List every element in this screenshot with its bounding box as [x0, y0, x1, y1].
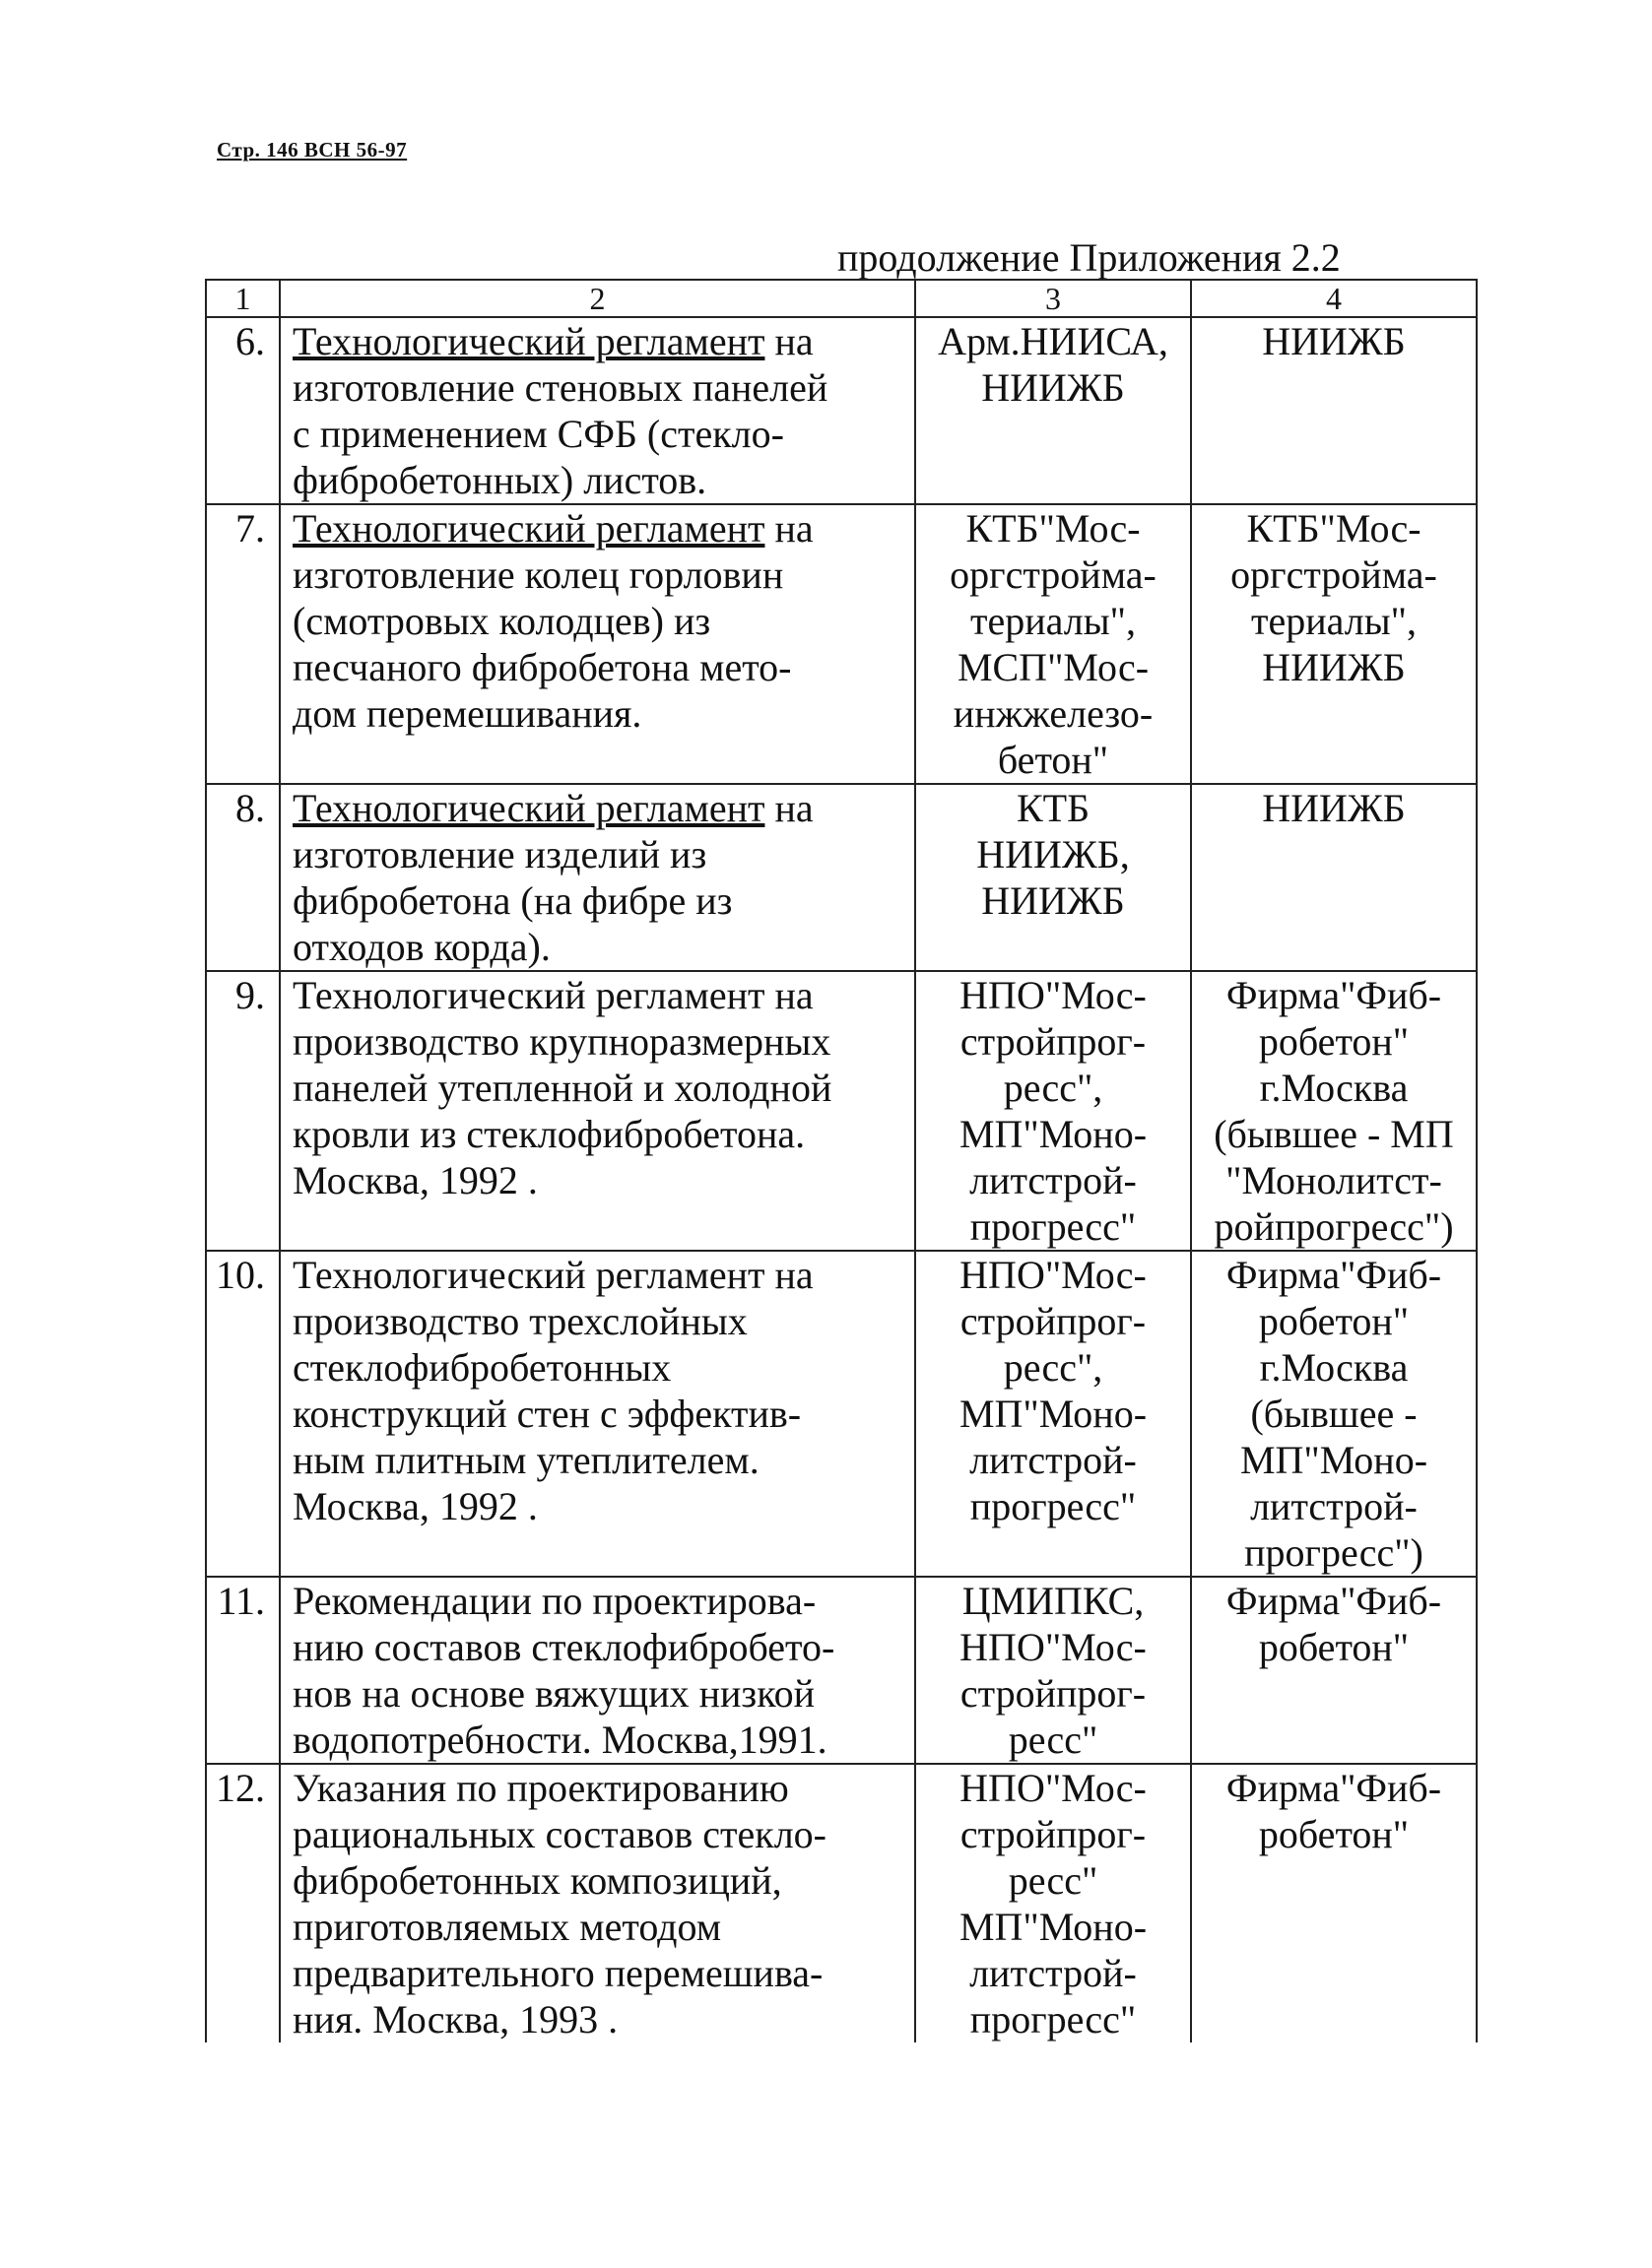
holder-organization [1191, 971, 1477, 1251]
holder-line: МП"Моно- [1239, 1438, 1428, 1482]
developer-organization [915, 971, 1191, 1251]
holder-organization [1191, 784, 1477, 971]
description-title-underlined: Технологический регламент [293, 319, 765, 363]
column-header: 2 [280, 280, 915, 317]
document-description [280, 971, 915, 1251]
description-line-rest: на [764, 786, 814, 830]
holder-line: КТБ"Мос- [1246, 506, 1421, 551]
description-line [293, 785, 914, 831]
description-line: конструкций стен с эффектив- [293, 1392, 802, 1436]
developer-organization [915, 784, 1191, 971]
description-line: Москва, 1992 . [293, 1158, 538, 1202]
holder-line: робетон" [1258, 1019, 1410, 1064]
holder-line: Фирма"Фиб- [1225, 1579, 1442, 1623]
document-description [280, 1764, 915, 2042]
developer-line: МСП"Мос- [957, 645, 1150, 689]
description-title-underlined: Технологический регламент [293, 786, 765, 830]
developer-organization [915, 317, 1191, 504]
holder-line: оргстройма- [1230, 552, 1437, 597]
description-line: приготовляемых методом [293, 1905, 722, 1949]
holder-line: Фирма"Фиб- [1225, 973, 1442, 1017]
description-line: дом перемешивания. [293, 691, 642, 736]
document-description [280, 1577, 915, 1764]
description-line: Рекомендации по проектирова- [293, 1579, 817, 1623]
description-line: рациональных составов стекло- [293, 1812, 826, 1856]
developer-line: ресс" [1008, 1858, 1098, 1903]
developer-organization [915, 1577, 1191, 1764]
description-title-underlined: Технологический регламент [293, 506, 765, 551]
developer-line: ЦМИПКС, [961, 1579, 1145, 1623]
description-line: нию составов стеклофибробето- [293, 1625, 835, 1669]
developer-line: Арм.НИИСА, [938, 319, 1168, 363]
holder-organization [1191, 1577, 1477, 1764]
holder-line: робетон" [1258, 1812, 1410, 1856]
developer-line: литстрой- [969, 1158, 1137, 1202]
holder-line: (бывшее - МП [1214, 1112, 1454, 1156]
row-number: 12. [206, 1764, 280, 2042]
page-reference: Стр. 146 ВСН 56-97 [217, 138, 408, 162]
description-line: производство трехслойных [293, 1299, 748, 1343]
holder-line: НИИЖБ [1262, 786, 1406, 830]
description-line: стеклофибробетонных [293, 1345, 672, 1390]
table-row [206, 1577, 1477, 1764]
description-line: отходов корда). [293, 925, 551, 969]
description-line: ния. Москва, 1993 . [293, 1997, 619, 2041]
developer-line: прогресс" [969, 1204, 1137, 1249]
developer-line: НИИЖБ [981, 365, 1125, 410]
developer-line: стройпрог- [959, 1299, 1147, 1343]
holder-line: НИИЖБ [1262, 645, 1406, 689]
developer-organization [915, 504, 1191, 784]
holder-line: ройпрогресс") [1214, 1204, 1454, 1249]
description-line: фибробетонных композиций, [293, 1858, 782, 1903]
holder-organization [1191, 1251, 1477, 1577]
developer-line: НИИЖБ, [976, 832, 1130, 876]
row-number: 6. [206, 317, 280, 504]
developer-line: НПО"Мос- [959, 1253, 1147, 1297]
developer-organization [915, 1764, 1191, 2042]
table-row [206, 317, 1477, 504]
holder-line: г.Москва [1259, 1345, 1409, 1390]
document-description [280, 784, 915, 971]
developer-line: литстрой- [969, 1951, 1137, 1995]
holder-line: "Монолитст- [1225, 1158, 1442, 1202]
description-line: Технологический регламент на [293, 973, 814, 1017]
developer-line: НПО"Мос- [959, 1625, 1147, 1669]
description-line: Указания по проектированию [293, 1766, 789, 1810]
description-line: (смотровых колодцев) из [293, 599, 711, 643]
column-header: 1 [206, 280, 280, 317]
description-line [293, 318, 914, 364]
developer-line: НПО"Мос- [959, 1766, 1147, 1810]
description-line: песчаного фибробетона мето- [293, 645, 792, 689]
developer-line: стройпрог- [959, 1671, 1147, 1716]
developer-line: МП"Моно- [958, 1905, 1148, 1949]
developer-line: литстрой- [969, 1438, 1137, 1482]
developer-line: ресс" [1008, 1717, 1098, 1762]
table-row [206, 784, 1477, 971]
appendix-table [205, 279, 1478, 2042]
table-row [206, 1764, 1477, 2042]
holder-organization [1191, 1764, 1477, 2042]
holder-line: териалы", [1251, 599, 1417, 643]
holder-line: прогресс") [1244, 1530, 1423, 1575]
description-line [293, 505, 914, 551]
document-description [280, 504, 915, 784]
document-description [280, 1251, 915, 1577]
developer-line: инжжелезо- [953, 691, 1154, 736]
developer-line: КТБ"Мос- [965, 506, 1141, 551]
developer-line: бетон" [997, 738, 1109, 782]
table-row [206, 504, 1477, 784]
continuation-title: продолжение Приложения 2.2 [837, 235, 1341, 280]
description-line: ным плитным утеплителем. [293, 1438, 760, 1482]
document-description [280, 317, 915, 504]
description-line: фибробетонных) листов. [293, 458, 707, 502]
holder-line: литстрой- [1250, 1484, 1418, 1528]
developer-line: ресс", [1003, 1345, 1103, 1390]
developer-line: стройпрог- [959, 1019, 1147, 1064]
holder-line: Фирма"Фиб- [1225, 1253, 1442, 1297]
description-line: водопотребности. Москва,1991. [293, 1717, 827, 1762]
table-header-row [206, 280, 1477, 317]
developer-line: ресс", [1003, 1066, 1103, 1110]
description-line: кровли из стеклофибробетона. [293, 1112, 806, 1156]
description-line: нов на основе вяжущих низкой [293, 1671, 816, 1716]
holder-line: г.Москва [1259, 1066, 1409, 1110]
table-row [206, 1251, 1477, 1577]
holder-line: Фирма"Фиб- [1225, 1766, 1442, 1810]
table-row [206, 971, 1477, 1251]
description-line: фибробетона (на фибре из [293, 878, 733, 923]
developer-line: НПО"Мос- [959, 973, 1147, 1017]
description-line: Технологический регламент на [293, 1253, 814, 1297]
description-line-rest: на [764, 506, 814, 551]
holder-line: НИИЖБ [1262, 319, 1406, 363]
holder-line: робетон" [1258, 1299, 1410, 1343]
description-line: с применением СФБ (стекло- [293, 412, 784, 456]
row-number: 8. [206, 784, 280, 971]
developer-line: МП"Моно- [958, 1112, 1148, 1156]
description-line: изготовление изделий из [293, 832, 707, 876]
description-line: предварительного перемешива- [293, 1951, 824, 1995]
holder-line: (бывшее - [1250, 1392, 1418, 1436]
developer-line: териалы", [970, 599, 1136, 643]
column-header: 4 [1191, 280, 1477, 317]
holder-line: робетон" [1258, 1625, 1410, 1669]
description-line-rest: на [764, 319, 814, 363]
developer-line: прогресс" [969, 1484, 1137, 1528]
developer-line: оргстройма- [950, 552, 1156, 597]
developer-line: прогресс" [969, 1997, 1137, 2041]
column-header: 3 [915, 280, 1191, 317]
row-number: 9. [206, 971, 280, 1251]
holder-organization [1191, 504, 1477, 784]
description-line: изготовление стеновых панелей [293, 365, 828, 410]
description-line: панелей утепленной и холодной [293, 1066, 832, 1110]
row-number: 10. [206, 1251, 280, 1577]
developer-line: НИИЖБ [981, 878, 1125, 923]
description-line: производство крупноразмерных [293, 1019, 831, 1064]
developer-line: стройпрог- [959, 1812, 1147, 1856]
holder-organization [1191, 317, 1477, 504]
developer-line: КТБ [1016, 786, 1090, 830]
description-line: изготовление колец горловин [293, 552, 784, 597]
description-line: Москва, 1992 . [293, 1484, 538, 1528]
developer-organization [915, 1251, 1191, 1577]
developer-line: МП"Моно- [958, 1392, 1148, 1436]
row-number: 7. [206, 504, 280, 784]
row-number: 11. [206, 1577, 280, 1764]
